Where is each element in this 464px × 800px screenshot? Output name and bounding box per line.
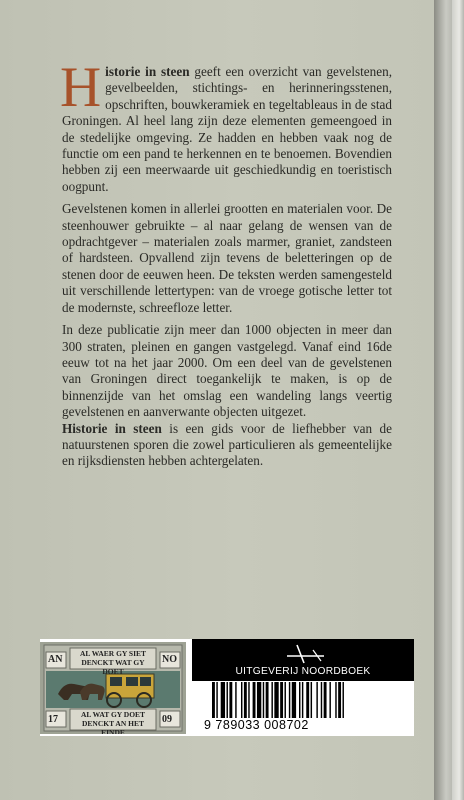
dropcap: H xyxy=(60,56,102,119)
stone-top-line2: DENCKT WAT GY DOET xyxy=(81,658,145,676)
gable-stone-image xyxy=(40,642,186,734)
stone-bottom-right: 09 xyxy=(162,714,172,725)
stone-bottom-line1: AL WAT GY DOET xyxy=(80,710,146,719)
stone-top-line1: AL WAER GY SIET xyxy=(79,649,147,658)
stone-top-right: NO xyxy=(162,654,177,665)
paragraph-4-title: Historie in steen xyxy=(62,420,162,436)
intro-text: geeft een overzicht van gevelstenen, gevelbeelden, stichtings- en herinneringsstenen, opschriften, bouwkeramiek en tegeltableaus in de stad Groningen. Al heel lang zijn deze elementen gemeengoed in de stedelijke omgeving. Ze hadden en hebben vaak nog de functie om een pand te herkennen en te benoemen. Bovendien hebben zij een meerwaarde uit geschiedkundig en toeristisch oogpunt. xyxy=(62,64,392,194)
paragraph-2: Gevelstenen komen in allerlei grootten en materialen voor. De steenhouwer gebruikte – al naar gelang de wensen van de opdrachtgever – materialen zoals marmer, graniet, zandsteen of hardsteen. Opvallend zijn tevens de beletteringen op de stenen door de eeuwen heen. De teksten werden samengesteld uit verschillende lettertypen: van de vroege gotische letter tot de modernste, schreefloze letter. xyxy=(62,201,392,315)
page-edge xyxy=(452,0,464,800)
paragraph-3: In deze publicatie zijn meer dan 1000 objecten in meer dan 300 straten, pleinen en gangen vastgelegd. Vanaf eind 16de eeuw tot na het jaar 2000. Om een deel van de gevelstenen van Groningen direct toegankelijk te maken, is op de binnenzijde van het omslag een wandeling langs veertig gevelstenen en aanverwante objecten uitgezet. xyxy=(62,322,392,420)
paragraph-4 xyxy=(62,421,392,470)
stone-top-left: AN xyxy=(48,654,63,665)
stone-bottom-left: 17 xyxy=(48,714,58,725)
barcode xyxy=(208,682,398,722)
intro-paragraph xyxy=(60,56,392,195)
intro-title: istorie in steen xyxy=(105,64,190,79)
isbn-number: 9 789033 008702 xyxy=(204,718,309,732)
publisher-block xyxy=(192,639,414,681)
blurb-text xyxy=(60,56,392,470)
stone-bottom-line2: DENCKT AN HET EINDE xyxy=(82,719,144,734)
publisher-name: UITGEVERIJ NOORDBOEK xyxy=(235,666,371,677)
paragraph-4-text: is een gids voor de liefhebber van de natuurstenen sporen die zowel particulieren als gemeentelijke en rijksdiensten hebben achtergelaten. xyxy=(62,420,392,469)
